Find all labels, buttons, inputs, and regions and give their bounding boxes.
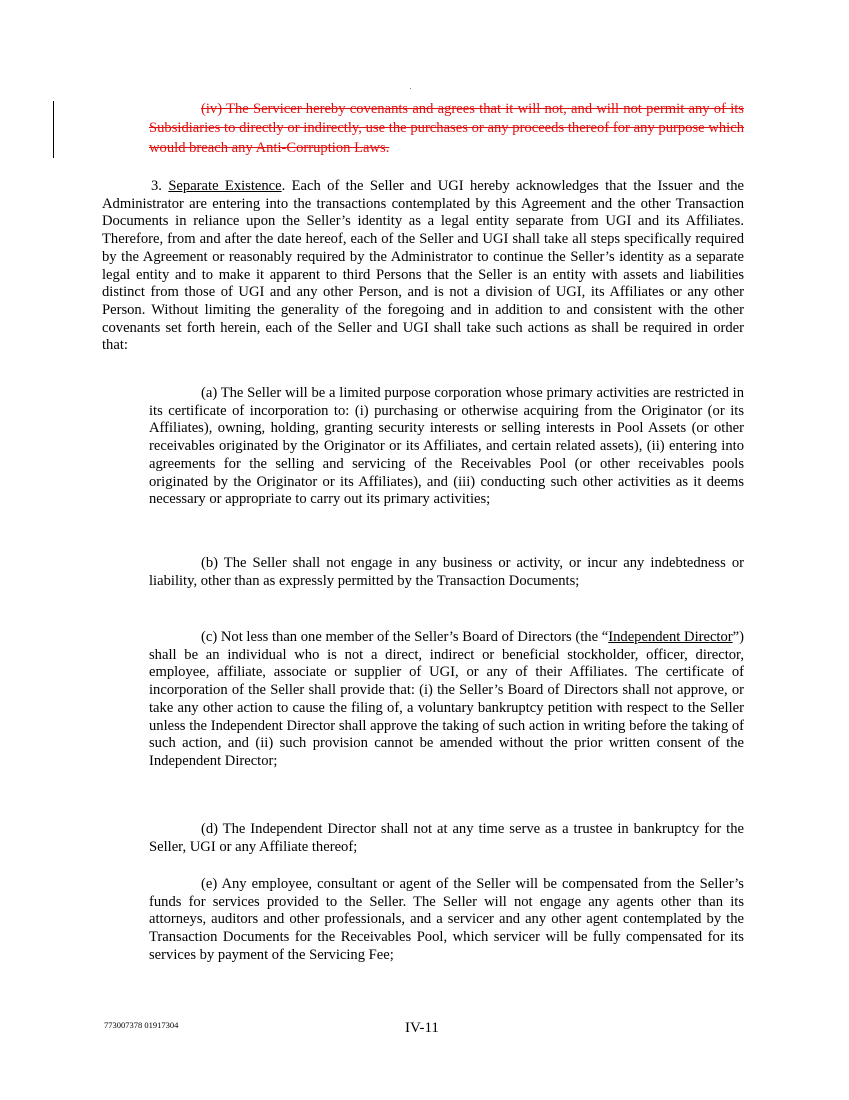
clause-e: (e) Any employee, consultant or agent of the Seller will be compensated from the Seller’s funds for services provided to the Seller. The Seller will not engage any agents other than its attorneys, auditors and other professionals, and a servicer and any other agent contemplated by the Transaction Documents for the Receivables Pool, which servicer will be fully compensated for its services by payment of the Servicing Fee; (149, 876, 744, 963)
footer-document-id: 773007378 01917304 (104, 1020, 179, 1030)
section-number: 3. (151, 178, 162, 194)
revision-change-bar (53, 101, 54, 158)
clause-c (149, 629, 744, 771)
deleted-clause-iv: (iv) The Servicer hereby covenants and agrees that it will not, and will not permit any of its Subsidiaries to directly or indirectly, use the purchases or any proceeds thereof for any purpose which would breach any Anti-Corruption Laws. (149, 101, 744, 156)
section-body: . Each of the Seller and UGI hereby acknowledges that the Issuer and the Administrator are entering into the transactions contemplated by this Agreement and the other Transaction Documents in reliance upon the Seller’s identity as a legal entity separate from UGI and its Affiliates. Therefore, from and after the date hereof, each of the Seller and UGI shall take all steps specifically required by the Agreement or reasonably required by the Administrator to continue the Seller’s identity as a separate legal entity and to make it apparent to third Persons that the Seller is an entity with assets and liabilities distinct from those of UGI and any other Person, and is not a division of UGI, its Affiliates or any other Person. Without limiting the generality of the foregoing and in addition to and consistent with the other covenants set forth herein, each of the Seller and UGI shall take such actions as shall be required in order that: (102, 178, 744, 354)
clause-d: (d) The Independent Director shall not at any time serve as a trustee in bankruptcy for the Seller, UGI or any Affiliate thereof; (149, 821, 744, 855)
section-3-separate-existence (102, 178, 744, 355)
clause-a: (a) The Seller will be a limited purpose corporation whose primary activities are restricted in its certificate of incorporation to: (i) purchasing or otherwise acquiring from the Originator (or its Affiliates), owning, holding, granting security interests or selling interests in Pool Assets (or other receivables originated by the Originator or its Affiliates, and certain related assets), (ii) entering into agreements for the selling and servicing of the Receivables Pool (or other receivables pools originated by the Originator or its Affiliates), and (iii) conducting such other activities as it deems necessary or appropriate to carry out its primary activities; (149, 385, 744, 508)
clause-b: (b) The Seller shall not engage in any business or activity, or incur any indebtedness or liability, other than as expressly permitted by the Transaction Documents; (149, 555, 744, 589)
scan-speck (410, 88, 411, 89)
section-heading: Separate Existence (168, 178, 282, 194)
clause-c-after: ”) shall be an individual who is not a direct, indirect or beneficial stockholder, officer, director, employee, affiliate, associate or supplier of UGI, or any of their Affiliates. The certificate of incorporation of the Seller shall provide that: (i) the Seller’s Board of Directors shall not approve, or take any other action to cause the filing of, a voluntary bankruptcy petition with respect to the Seller unless the Independent Director shall approve the taking of such action in writing before the taking of such action, and (ii) such provision cannot be amended without the prior written consent of the Independent Director; (149, 629, 744, 769)
defined-term-independent-director: Independent Director (608, 629, 733, 645)
footer-page-number: IV-11 (405, 1020, 439, 1036)
clause-c-before: (c) Not less than one member of the Seller’s Board of Directors (the “ (201, 629, 609, 645)
